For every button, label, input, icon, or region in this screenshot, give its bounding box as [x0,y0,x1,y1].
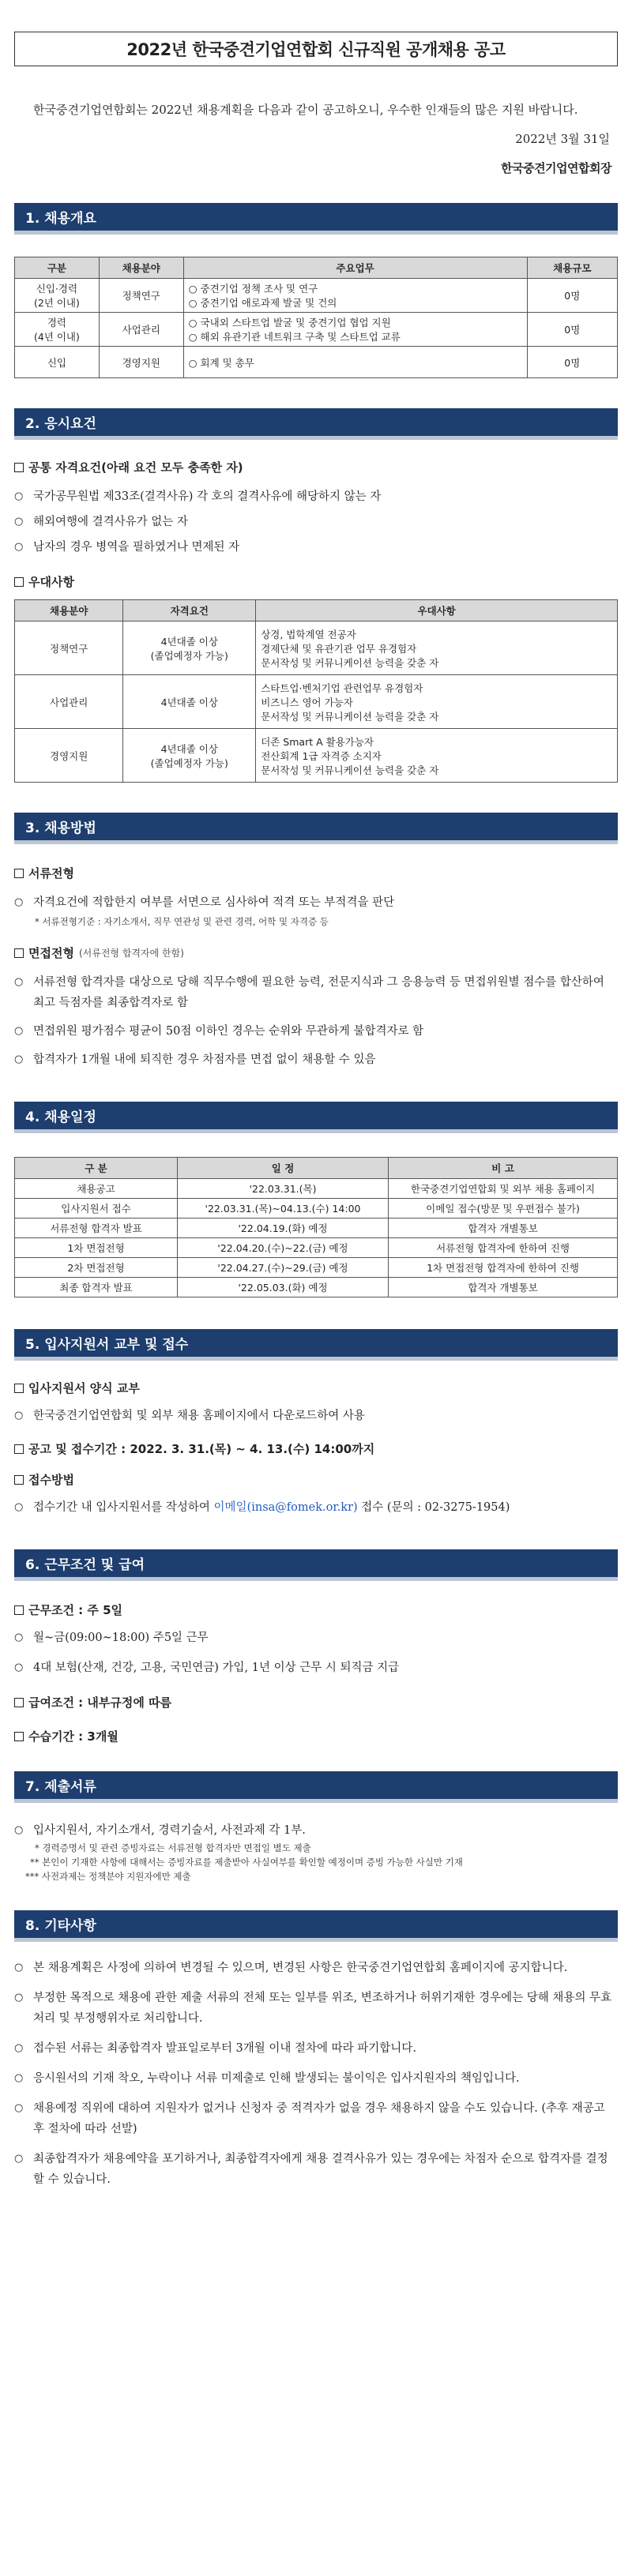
subsection-interview [14,944,618,961]
table-cell: 신입·경력 (2년 이내) [15,279,100,313]
list-item: ○ 자격요건에 적합한지 여부를 서면으로 심사하여 적격 또는 부적격을 판단 [14,892,618,913]
table-header: 일 정 [178,1158,389,1179]
table-cell: 정책연구 [99,279,183,313]
table-cell: 4년대졸 이상 [123,675,256,729]
table-header: 채용규모 [527,257,617,279]
table-cell: 경력 (4년 이내) [15,313,100,347]
duty-line: ○ 회계 및 총무 [188,356,254,369]
checkbox-square-icon [14,948,24,958]
table-header: 자격요건 [123,600,256,621]
subsection-probation [14,1728,618,1744]
subsection-label: 입사지원서 양식 교부 [28,1381,140,1395]
email-link[interactable]: 이메일(insa@fomek.or.kr) [213,1501,358,1514]
table-header: 주요업무 [183,257,527,279]
list-item: ○ 한국중견기업연합회 및 외부 채용 홈페이지에서 다운로드하여 사용 [14,1406,618,1426]
list-item: ○ 채용예정 직위에 대하여 지원자가 없거나 신청자 중 적격자가 없을 경우 채용하지 않을 수도 있습니다. (추후 재공고 후 절차에 따라 선발) [14,2098,618,2139]
table-cell: 서류전형 합격자에 한하여 진행 [389,1238,618,1258]
table-cell: 사업관리 [15,675,123,729]
subsection-label: 우대사항 [28,575,74,589]
table-row [15,1179,618,1199]
table-row [15,347,618,378]
table-cell: '22.04.27.(수)~29.(금) 예정 [178,1258,389,1278]
recruitment-overview-table [14,257,618,378]
checkbox-square-icon [14,1475,24,1485]
pref-line: 전산회계 1급 자격증 소지자 [261,749,382,762]
section-header-1: 1. 채용개요 [14,203,618,235]
duty-line: ○ 해외 유관기관 네트워크 구축 및 스타트업 교류 [188,331,401,343]
subsection-document-screening [14,865,618,881]
subsection-common-requirements [14,459,618,475]
table-header: 채용분야 [15,600,123,621]
table-cell [256,729,618,783]
pref-line: 상경, 법학계열 전공자 [261,628,356,640]
table-cell: 1차 면접전형 [15,1238,178,1258]
table-cell: 신입 [15,347,100,378]
table-row [15,1238,618,1258]
table-cell: 사업관리 [99,313,183,347]
intro-text: 한국중견기업연합회는 2022년 채용계획을 다음과 같이 공고하오니, 우수한 인재들의 많은 지원 바랍니다. [33,103,578,117]
table-cell: '22.03.31.(목)~04.13.(수) 14:00 [178,1199,389,1219]
table-cell [183,279,527,313]
table-header: 채용분야 [99,257,183,279]
table-cell [256,621,618,675]
table-cell: 채용공고 [15,1179,178,1199]
table-row [15,621,618,675]
list-item: ○ 서류전형 합격자를 대상으로 당해 직무수행에 필요한 능력, 전문지식과 그 응용능력 등 면접위원별 점수를 합산하여 최고 득점자를 최종합격자로 함 [14,972,618,1013]
table-cell: 경영지원 [15,729,123,783]
organization-name: 한국중견기업연합회장 [501,161,611,175]
table-cell: 1차 면접전형 합격자에 한하여 진행 [389,1258,618,1278]
section-header-7: 7. 제출서류 [14,1771,618,1803]
subsection-label: 수습기간 : 3개월 [28,1729,118,1744]
subsection-label: 공통 자격요건(아래 요건 모두 충족한 자) [28,460,243,475]
list-item: ○ 면접위원 평가점수 평균이 50점 이하인 경우는 순위와 무관하게 불합격자로 함 [14,1021,618,1042]
table-cell: '22.04.19.(화) 예정 [178,1219,389,1238]
table-cell: 0명 [527,313,617,347]
pref-line: 문서작성 및 커뮤니케이션 능력을 갖춘 자 [261,710,439,723]
table-row [15,313,618,347]
section-header-4: 4. 채용일정 [14,1102,618,1133]
table-row [15,1199,618,1219]
table-row [15,675,618,729]
table-row [15,1258,618,1278]
table-cell: 서류전형 합격자 발표 [15,1219,178,1238]
section-header-3: 3. 채용방법 [14,813,618,844]
checkbox-square-icon [14,1384,24,1393]
subsection-application-form [14,1380,618,1396]
table-cell: 합격자 개별통보 [389,1278,618,1297]
table-cell: 한국중견기업연합회 및 외부 채용 홈페이지 [389,1179,618,1199]
table-cell: 합격자 개별통보 [389,1219,618,1238]
subsection-label: 공고 및 접수기간 : 2022. 3. 31.(목) ~ 4. 13.(수) 14:00까지 [28,1442,375,1456]
checkbox-square-icon [14,1732,24,1741]
table-row [15,1278,618,1297]
duty-line: ○ 중견기업 애로과제 발굴 및 건의 [188,297,337,309]
table-cell: 최종 합격자 발표 [15,1278,178,1297]
table-cell [256,675,618,729]
table-cell: 4년대졸 이상 (졸업예정자 가능) [123,621,256,675]
checkbox-square-icon [14,1444,24,1454]
table-cell: 이메일 접수(방문 및 우편접수 불가) [389,1199,618,1219]
subsection-application-method [14,1471,618,1488]
table-header: 구분 [15,257,100,279]
subsection-label: 근무조건 : 주 5일 [28,1603,123,1617]
list-item: ○ 월~금(09:00~18:00) 주5일 근무 [14,1628,618,1648]
section-header-2: 2. 응시요건 [14,408,618,440]
subsection-preferences [14,573,618,590]
pref-line: 스타트업·벤처기업 관련업무 유경험자 [261,682,423,694]
list-item: ○ 접수된 서류는 최종합격자 발표일로부터 3개월 이내 절차에 따라 파기합니다. [14,2038,618,2059]
checkbox-square-icon [14,869,24,878]
table-cell: 경영지원 [99,347,183,378]
table-cell [183,347,527,378]
list-item: ○ 본 채용계획은 사정에 의하여 변경될 수 있으며, 변경된 사항은 한국중견기업연합회 홈페이지에 공지합니다. [14,1958,618,1978]
list-item: ○ 국가공무원법 제33조(결격사유) 각 호의 결격사유에 해당하지 않는 자 [14,486,618,507]
checkbox-square-icon [14,1605,24,1615]
table-cell: '22.05.03.(화) 예정 [178,1278,389,1297]
table-row [15,1219,618,1238]
table-header: 비 고 [389,1158,618,1179]
list-item: ○ 부정한 목적으로 채용에 관한 제출 서류의 전체 또는 일부를 위조, 변조하거나 허위기재한 경우에는 당해 채용의 무효처리 및 부정행위자로 처리합니다. [14,1988,618,2029]
table-cell: 정책연구 [15,621,123,675]
table-cell [183,313,527,347]
table-cell: 2차 면접전형 [15,1258,178,1278]
table-cell: '22.03.31.(목) [178,1179,389,1199]
list-item [14,1497,618,1518]
section-header-5: 5. 입사지원서 교부 및 접수 [14,1329,618,1361]
subsection-label: 면접전형 [28,946,74,960]
pref-line: 비즈니스 영어 가능자 [261,696,353,708]
table-row [15,729,618,783]
pref-line: 더존 Smart A 활용가능자 [261,735,374,748]
list-item: ○ 해외여행에 결격사유가 없는 자 [14,512,618,532]
subsection-salary [14,1694,618,1710]
table-cell: 0명 [527,279,617,313]
pref-line: 문서작성 및 커뮤니케이션 능력을 갖춘 자 [261,656,439,669]
pref-line: 경제단체 및 유관기관 업무 유경험자 [261,642,417,655]
list-item: ○ 남자의 경우 병역을 필하였거나 면제된 자 [14,537,618,558]
table-cell: 4년대졸 이상 (졸업예정자 가능) [123,729,256,783]
table-cell: 0명 [527,347,617,378]
preferences-table [14,599,618,783]
checkbox-square-icon [14,577,24,587]
subsection-work-conditions [14,1602,618,1618]
page-title: 2022년 한국중견기업연합회 신규직원 공개채용 공고 [14,32,618,66]
table-cell: '22.04.20.(수)~22.(금) 예정 [178,1238,389,1258]
subsection-application-period [14,1440,618,1457]
table-cell: 입사지원서 접수 [15,1199,178,1219]
table-row [15,279,618,313]
method-contact: 접수 (문의 : 02-3275-1954) [357,1501,510,1514]
checkbox-square-icon [14,463,24,472]
section-header-6: 6. 근무조건 및 급여 [14,1549,618,1581]
list-item: ○ 최종합격자가 채용예약을 포기하거나, 최종합격자에게 채용 결격사유가 있는 경우에는 차점자 순으로 합격자를 결정할 수 있습니다. [14,2149,618,2190]
subsection-label: 급여조건 : 내부규정에 따름 [28,1695,172,1710]
footnote: ** 본인이 기재한 사항에 대해서는 증빙자료를 제출받아 사실여부를 확인할 예정이며 증빙 가능한 사실만 기재 [30,1857,463,1868]
notice-date: 2022년 3월 31일 [515,132,610,146]
list-item: ○ 응시원서의 기재 착오, 누락이나 서류 미제출로 인해 발생되는 불이익은 입사지원자의 책임입니다. [14,2068,618,2089]
duty-line: ○ 중견기업 정책 조사 및 연구 [188,283,318,295]
list-item: ○ 4대 보험(산재, 건강, 고용, 국민연금) 가입, 1년 이상 근무 시 퇴직금 지급 [14,1658,618,1678]
pref-line: 문서작성 및 커뮤니케이션 능력을 갖춘 자 [261,764,439,776]
method-text: 접수기간 내 입사지원서를 작성하여 [33,1501,214,1514]
footnote: * 서류전형기준 : 자기소개서, 직무 연관성 및 관련 경력, 어학 및 자격증 등 [35,916,329,927]
table-header: 우대사항 [256,600,618,621]
footnote: *** 사전과제는 정책분야 지원자에만 제출 [25,1871,191,1882]
subsection-label: 서류전형 [28,866,74,881]
list-item: ○ 입사지원서, 자기소개서, 경력기술서, 사전과제 각 1부. [14,1820,618,1841]
subsection-note: (서류전형 합격자에 한함) [78,948,184,959]
subsection-label: 접수방법 [28,1473,74,1487]
schedule-table [14,1157,618,1297]
duty-line: ○ 국내외 스타트업 발굴 및 중견기업 협업 지원 [188,317,391,329]
list-item: ○ 합격자가 1개월 내에 퇴직한 경우 차점자를 면접 없이 채용할 수 있음 [14,1050,618,1070]
checkbox-square-icon [14,1698,24,1707]
section-header-8: 8. 기타사항 [14,1910,618,1942]
footnote: * 경력증명서 및 관련 증빙자료는 서류전형 합격자만 면접일 별도 제출 [35,1842,311,1853]
table-header: 구 분 [15,1158,178,1179]
